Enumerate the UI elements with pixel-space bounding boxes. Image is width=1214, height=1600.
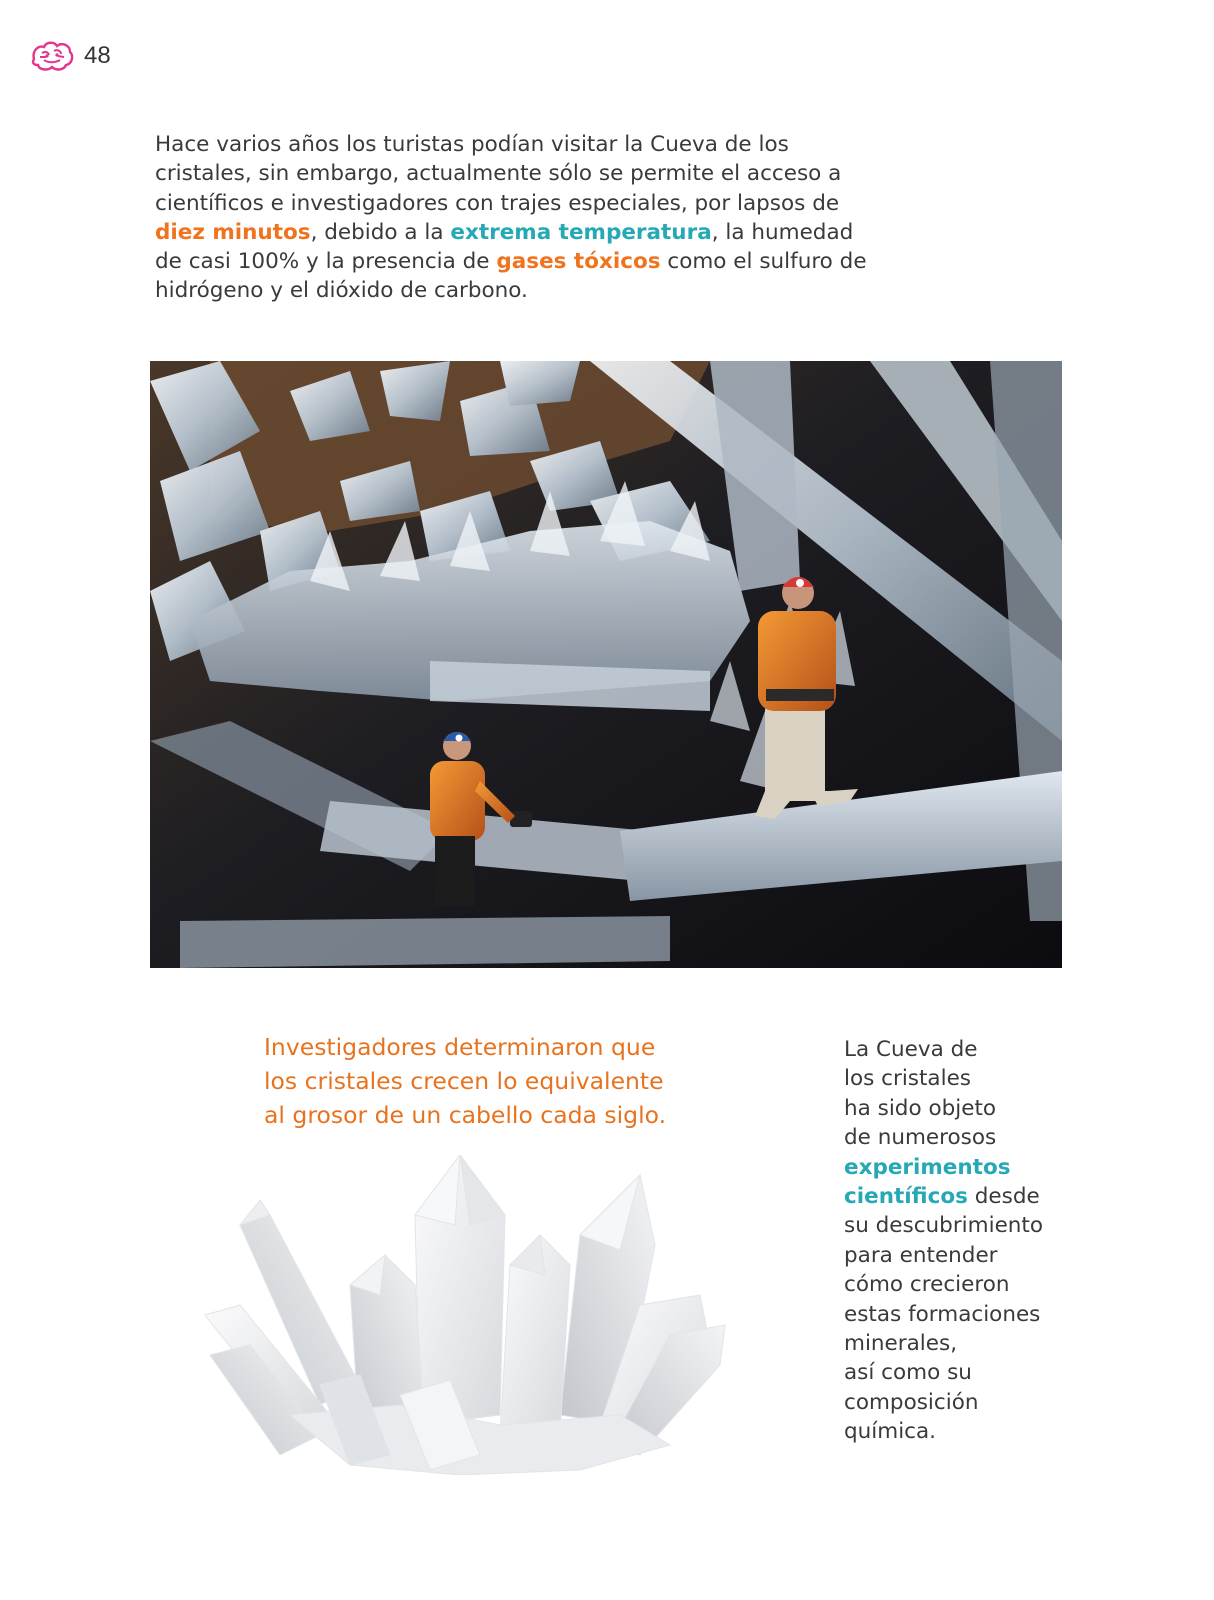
sidebar-line: minerales, [844, 1331, 958, 1357]
sidebar-line: composición [844, 1389, 979, 1415]
fact-line: los cristales crecen lo equivalente [264, 1067, 664, 1095]
fact-line: Investigadores determinaron que [264, 1033, 656, 1061]
sidebar-line: La Cueva de [844, 1037, 978, 1062]
fact-line: al grosor de un cabello cada siglo. [264, 1101, 667, 1129]
sidebar-line: así como su [844, 1360, 972, 1386]
intro-paragraph [155, 130, 875, 306]
crystal-cluster-illustration [200, 1155, 730, 1475]
highlight-gases-toxicos: gases tóxicos [496, 249, 661, 275]
intro-text-1: Hace varios años los turistas podían visitar la Cueva de los cristales, sin embargo, actualmente sólo se permite el acceso a científicos e investigadores con trajes especiales, por lapsos de [155, 132, 842, 216]
sidebar-line: de numerosos [844, 1125, 997, 1151]
sidebar-line: cómo crecieron [844, 1272, 1010, 1298]
page-header [30, 38, 111, 74]
sidebar-line: estas formaciones [844, 1301, 1041, 1327]
highlight-extrema-temperatura: extrema temperatura [450, 219, 712, 245]
sidebar-line: química. [844, 1419, 936, 1445]
sidebar-line: para entender [844, 1242, 998, 1268]
sidebar-line: los cristales [844, 1066, 972, 1092]
intro-text-2: , debido a la [310, 219, 451, 245]
sidebar-paragraph [844, 1035, 1074, 1447]
highlight-diez-minutos: diez minutos [155, 219, 311, 245]
crystal-cave-photo [150, 361, 1062, 968]
publisher-logo-icon [30, 39, 74, 73]
sidebar-line-rest: desde [967, 1184, 1040, 1210]
sidebar-line: ha sido objeto [844, 1095, 997, 1121]
intro-text-4: como el sulfuro de hidrógeno y el dióxido de carbono. [155, 249, 867, 304]
intro-text-3: , la humedad de casi 100% y la presencia de [155, 219, 854, 275]
highlight-experimentos: experimentos [844, 1154, 1011, 1180]
sidebar-line: su descubrimiento [844, 1213, 1044, 1239]
highlight-cientificos: científicos [844, 1184, 968, 1210]
fact-callout [264, 1030, 724, 1132]
page-number: 48 [84, 42, 111, 69]
sidebar-line [844, 1182, 1074, 1211]
